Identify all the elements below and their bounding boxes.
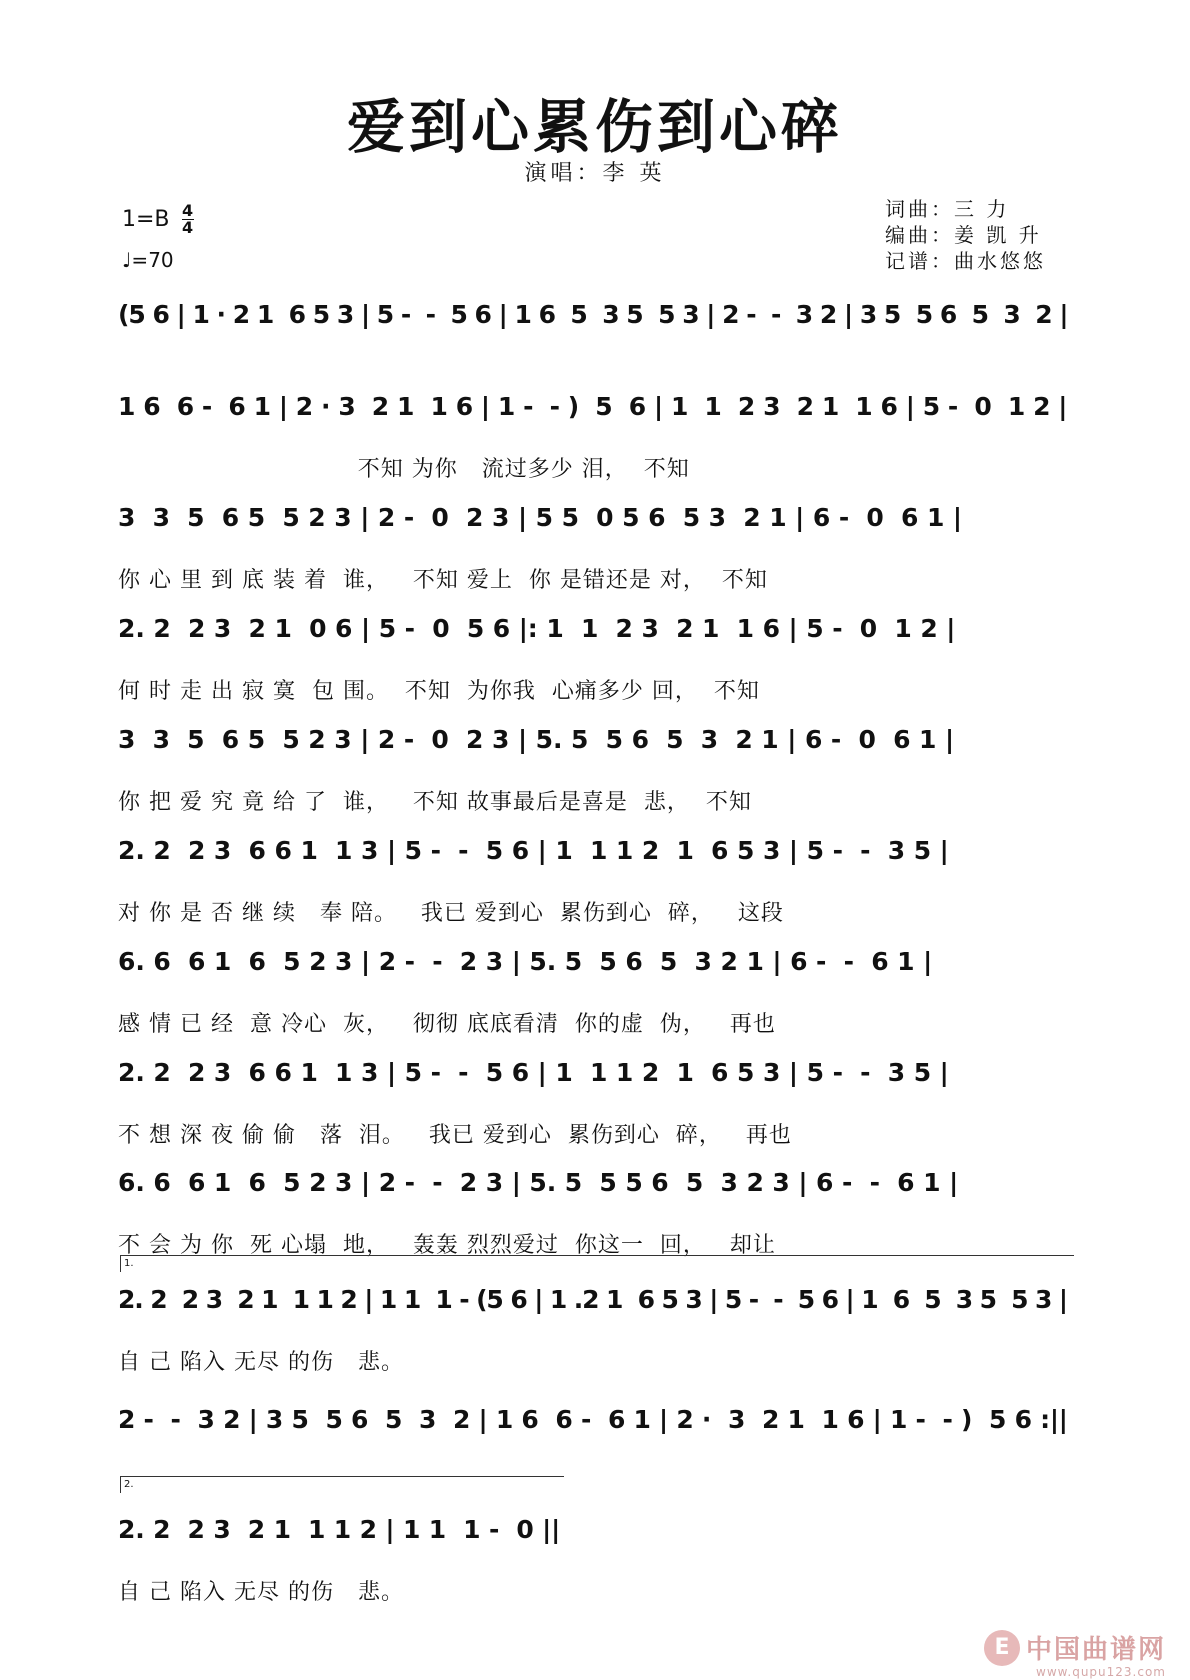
notation-line: 3 3 5 6 5 5 2 3 | 2 - 0 2 3 | 5. 5 5 6 5 3 2 1 | 6 - 0 6 1 |	[118, 725, 955, 754]
lyrics-line: 不 会 为 你 死 心塌 地， 轰轰 烈烈爱过 你这一 回， 却让	[118, 1233, 776, 1258]
notation-line: 2. 2 2 3 2 1 1 1 2 | 1 1 1 - 0 ||	[118, 1515, 561, 1544]
credits	[885, 196, 1046, 274]
time-unit: 4	[181, 218, 194, 237]
notation-line: (5 6 | 1 · 2 1 6 5 3 | 5 - - 5 6 | 1 6 5 3 5 5 3 | 2 - - 3 2 | 3 5 5 6 5 3 2 |	[118, 300, 1068, 329]
notation-line: 6. 6 6 1 6 5 2 3 | 2 - - 2 3 | 5. 5 5 5 6 5 3 2 3 | 6 - - 6 1 |	[118, 1168, 959, 1197]
notation-line: 3 3 5 6 5 5 2 3 | 2 - 0 2 3 | 5 5 0 5 6 5 3 2 1 | 6 - 0 6 1 |	[118, 503, 962, 532]
lyrics-line: 对 你 是 否 继 续 奉 陪。 我已 爱到心 累伤到心 碎， 这段	[118, 901, 784, 926]
arranger-credit: 编曲：姜 凯 升	[885, 223, 1042, 247]
notation-line: 2. 2 2 3 2 1 0 6 | 5 - 0 5 6 |: 1 1 2 3 2 1 1 6 | 5 - 0 1 2 |	[118, 614, 956, 643]
key-text: 1=B	[122, 207, 170, 232]
watermark-brand: 中国曲谱网	[1025, 1635, 1166, 1665]
volta-2-label: 2.	[124, 1479, 134, 1490]
song-title: 爱到心累伤到心碎	[346, 93, 843, 161]
notation-line: 2. 2 2 3 2 1 1 1 2 | 1 1 1 - (5 6 | 1 .2 1 6 5 3 | 5 - - 5 6 | 1 6 5 3 5 5 3 |	[118, 1285, 1067, 1314]
notation-line: 2. 2 2 3 6 6 1 1 3 | 5 - - 5 6 | 1 1 1 2 1 6 5 3 | 5 - - 3 5 |	[118, 836, 949, 865]
watermark	[984, 1629, 1166, 1679]
lyrics-line: 不 想 深 夜 偷 偷 落 泪。 我已 爱到心 累伤到心 碎， 再也	[118, 1123, 792, 1148]
time-signature	[182, 203, 194, 236]
tempo-mark: ♩=70	[122, 248, 174, 272]
lyrics-line: 不知 为你 流过多少 泪， 不知	[118, 457, 690, 482]
volta-2-bracket	[120, 1476, 564, 1493]
singer-credit: 演唱：李 英	[524, 161, 666, 186]
notation-line: 2. 2 2 3 6 6 1 1 3 | 5 - - 5 6 | 1 1 1 2 1 6 5 3 | 5 - - 3 5 |	[118, 1058, 949, 1087]
lyrics-line: 何 时 走 出 寂 寞 包 围。 不知 为你我 心痛多少 回， 不知	[118, 679, 760, 704]
lyrics-line: 自 己 陷入 无尽 的伤 悲。	[118, 1350, 404, 1375]
lyrics-line: 自 己 陷入 无尽 的伤 悲。	[118, 1580, 404, 1605]
lyrics-line: 感 情 已 经 意 冷心 灰， 彻彻 底底看清 你的虚 伪， 再也	[118, 1012, 776, 1037]
lyrics-line: 你 心 里 到 底 装 着 谁， 不知 爱上 你 是错还是 对， 不知	[118, 568, 768, 593]
volta-1-bracket	[120, 1255, 1074, 1272]
volta-1-label: 1.	[124, 1258, 134, 1269]
time-beats: 4	[181, 201, 194, 220]
notation-line: 1 6 6 - 6 1 | 2 · 3 2 1 1 6 | 1 - - ) 5 6 | 1 1 2 3 2 1 1 6 | 5 - 0 1 2 |	[118, 392, 1067, 421]
watermark-logo-icon: E	[984, 1630, 1020, 1666]
notation-line: 6. 6 6 1 6 5 2 3 | 2 - - 2 3 | 5. 5 5 6 5 3 2 1 | 6 - - 6 1 |	[118, 947, 933, 976]
watermark-url: www.qupu123.com	[1036, 1665, 1166, 1679]
lyrics-line: 你 把 爱 究 竟 给 了 谁， 不知 故事最后是喜是 悲， 不知	[118, 790, 752, 815]
key-signature	[122, 203, 194, 236]
lyricist-credit: 词曲：三 力	[885, 197, 1010, 221]
transcriber-credit: 记谱：曲水悠悠	[885, 249, 1046, 273]
notation-line: 2 - - 3 2 | 3 5 5 6 5 3 2 | 1 6 6 - 6 1 | 2 · 3 2 1 1 6 | 1 - - ) 5 6 :||	[118, 1405, 1068, 1434]
